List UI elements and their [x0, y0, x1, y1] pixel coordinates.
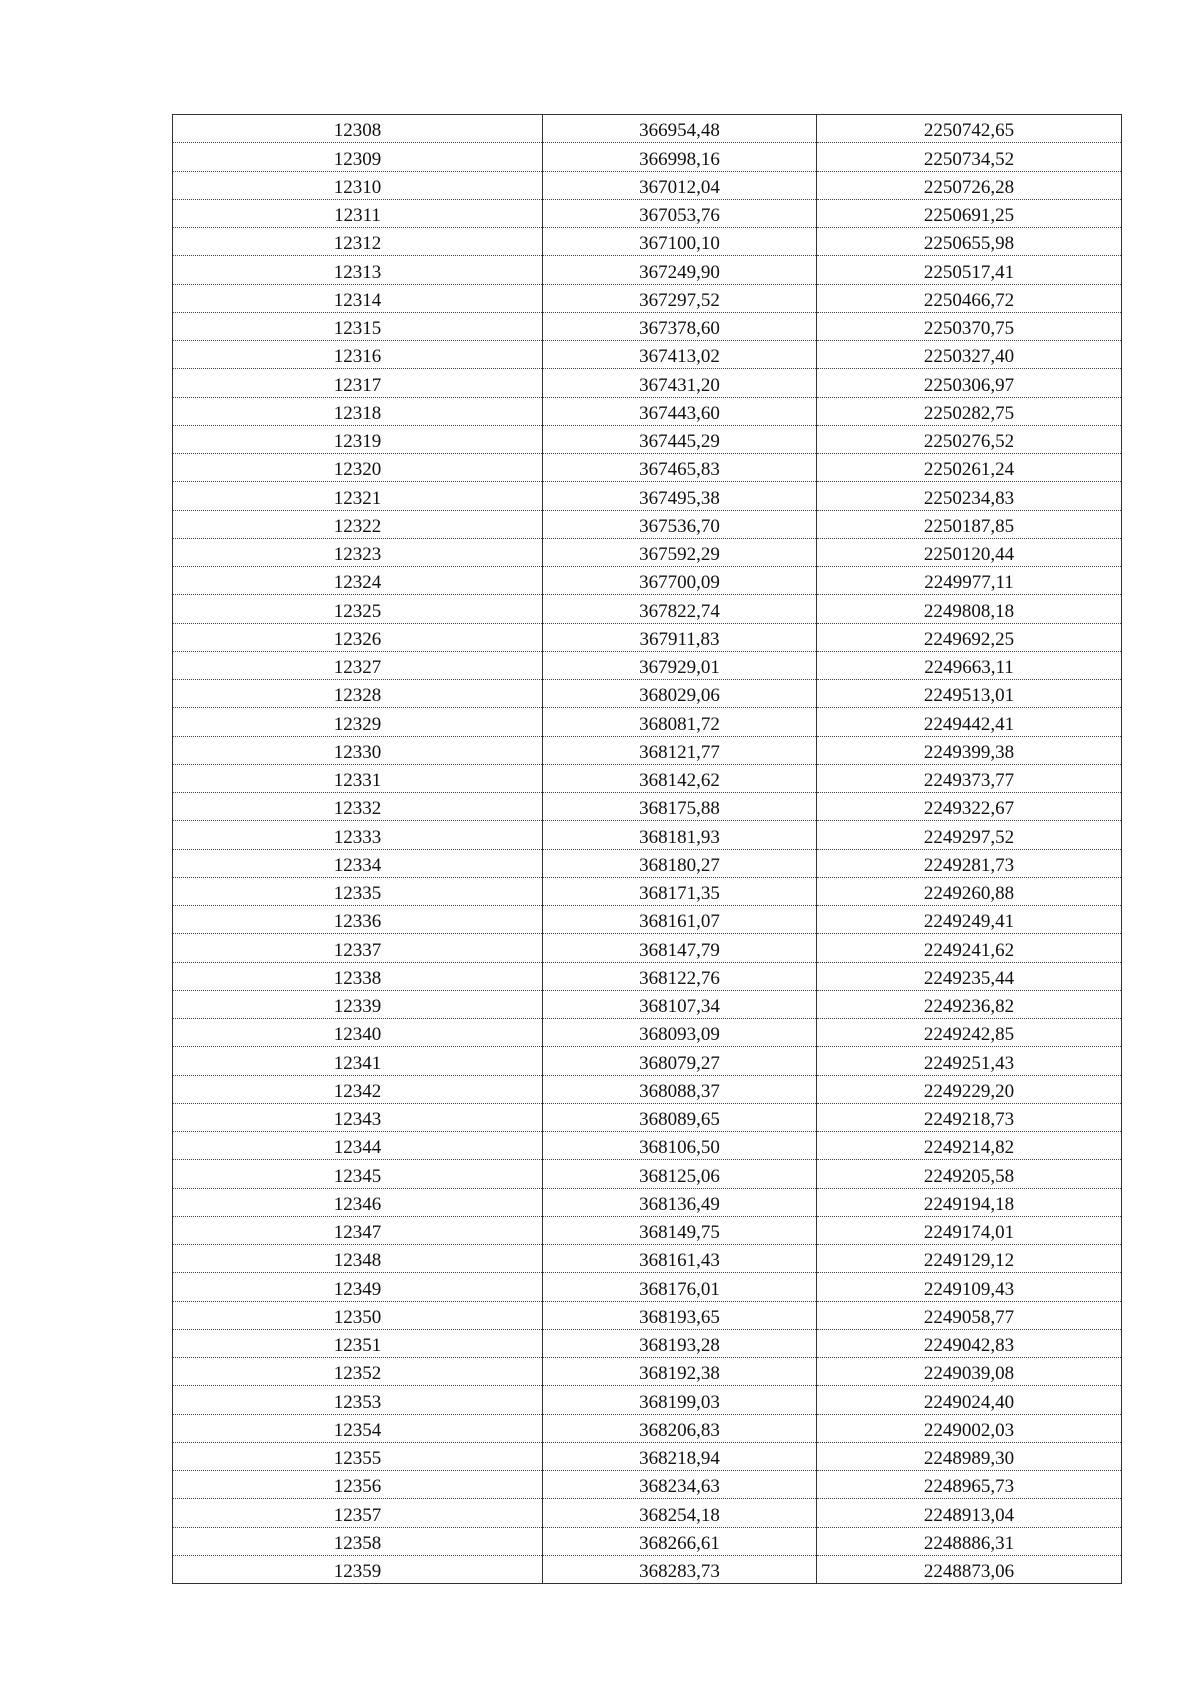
point-number-cell: 12336	[173, 906, 543, 934]
x-coordinate-cell: 367100,10	[543, 228, 817, 256]
point-number-cell: 12310	[173, 171, 543, 199]
point-number-cell: 12341	[173, 1047, 543, 1075]
point-number-cell: 12345	[173, 1160, 543, 1188]
point-number-cell: 12311	[173, 199, 543, 227]
point-number-cell: 12358	[173, 1527, 543, 1555]
point-number-cell: 12357	[173, 1499, 543, 1527]
point-number-cell: 12314	[173, 284, 543, 312]
y-coordinate-cell: 2249194,18	[817, 1188, 1122, 1216]
table-row	[173, 510, 1122, 538]
y-coordinate-cell: 2250234,83	[817, 482, 1122, 510]
x-coordinate-cell: 367536,70	[543, 510, 817, 538]
y-coordinate-cell: 2249373,77	[817, 764, 1122, 792]
y-coordinate-cell: 2249024,40	[817, 1386, 1122, 1414]
x-coordinate-cell: 368136,49	[543, 1188, 817, 1216]
y-coordinate-cell: 2250691,25	[817, 199, 1122, 227]
point-number-cell: 12333	[173, 821, 543, 849]
table-row	[173, 595, 1122, 623]
point-number-cell: 12340	[173, 1019, 543, 1047]
x-coordinate-cell: 368089,65	[543, 1103, 817, 1131]
x-coordinate-cell: 368206,83	[543, 1414, 817, 1442]
x-coordinate-cell: 368161,07	[543, 906, 817, 934]
y-coordinate-cell: 2248989,30	[817, 1442, 1122, 1470]
table-row	[173, 228, 1122, 256]
x-coordinate-cell: 367012,04	[543, 171, 817, 199]
x-coordinate-cell: 367378,60	[543, 312, 817, 340]
table-row	[173, 1555, 1122, 1583]
point-number-cell: 12338	[173, 962, 543, 990]
point-number-cell: 12327	[173, 651, 543, 679]
y-coordinate-cell: 2250655,98	[817, 228, 1122, 256]
x-coordinate-cell: 368193,65	[543, 1301, 817, 1329]
point-number-cell: 12349	[173, 1273, 543, 1301]
y-coordinate-cell: 2249174,01	[817, 1216, 1122, 1244]
x-coordinate-cell: 367465,83	[543, 454, 817, 482]
y-coordinate-cell: 2248873,06	[817, 1555, 1122, 1583]
point-number-cell: 12324	[173, 567, 543, 595]
point-number-cell: 12317	[173, 369, 543, 397]
x-coordinate-cell: 367431,20	[543, 369, 817, 397]
table-row	[173, 990, 1122, 1018]
point-number-cell: 12316	[173, 341, 543, 369]
table-row	[173, 1273, 1122, 1301]
y-coordinate-cell: 2249236,82	[817, 990, 1122, 1018]
point-number-cell: 12342	[173, 1075, 543, 1103]
x-coordinate-cell: 367249,90	[543, 256, 817, 284]
table-row	[173, 1386, 1122, 1414]
point-number-cell: 12322	[173, 510, 543, 538]
table-row	[173, 1329, 1122, 1357]
point-number-cell: 12326	[173, 623, 543, 651]
table-row	[173, 1047, 1122, 1075]
x-coordinate-cell: 368147,79	[543, 934, 817, 962]
x-coordinate-cell: 368234,63	[543, 1471, 817, 1499]
table-row	[173, 397, 1122, 425]
y-coordinate-cell: 2250327,40	[817, 341, 1122, 369]
table-row	[173, 115, 1122, 143]
x-coordinate-cell: 368122,76	[543, 962, 817, 990]
table-row	[173, 651, 1122, 679]
x-coordinate-cell: 368218,94	[543, 1442, 817, 1470]
table-row	[173, 341, 1122, 369]
table-row	[173, 1245, 1122, 1273]
point-number-cell: 12318	[173, 397, 543, 425]
table-row	[173, 171, 1122, 199]
x-coordinate-cell: 366998,16	[543, 143, 817, 171]
x-coordinate-cell: 368176,01	[543, 1273, 817, 1301]
point-number-cell: 12354	[173, 1414, 543, 1442]
table-row	[173, 199, 1122, 227]
point-number-cell: 12315	[173, 312, 543, 340]
point-number-cell: 12347	[173, 1216, 543, 1244]
y-coordinate-cell: 2249229,20	[817, 1075, 1122, 1103]
y-coordinate-cell: 2248965,73	[817, 1471, 1122, 1499]
x-coordinate-cell: 367822,74	[543, 595, 817, 623]
x-coordinate-cell: 368181,93	[543, 821, 817, 849]
table-row	[173, 312, 1122, 340]
y-coordinate-cell: 2249808,18	[817, 595, 1122, 623]
point-number-cell: 12320	[173, 454, 543, 482]
table-row	[173, 1103, 1122, 1131]
table-row	[173, 764, 1122, 792]
x-coordinate-cell: 367911,83	[543, 623, 817, 651]
y-coordinate-cell: 2250187,85	[817, 510, 1122, 538]
point-number-cell: 12334	[173, 849, 543, 877]
x-coordinate-cell: 367297,52	[543, 284, 817, 312]
table-row	[173, 369, 1122, 397]
table-row	[173, 821, 1122, 849]
table-row	[173, 1414, 1122, 1442]
point-number-cell: 12328	[173, 680, 543, 708]
point-number-cell: 12321	[173, 482, 543, 510]
y-coordinate-cell: 2250276,52	[817, 425, 1122, 453]
y-coordinate-cell: 2249322,67	[817, 793, 1122, 821]
x-coordinate-cell: 368266,61	[543, 1527, 817, 1555]
y-coordinate-cell: 2249039,08	[817, 1358, 1122, 1386]
y-coordinate-cell: 2250742,65	[817, 115, 1122, 143]
y-coordinate-cell: 2250726,28	[817, 171, 1122, 199]
x-coordinate-cell: 368192,38	[543, 1358, 817, 1386]
table-row	[173, 256, 1122, 284]
table-row	[173, 680, 1122, 708]
table-row	[173, 1188, 1122, 1216]
y-coordinate-cell: 2249241,62	[817, 934, 1122, 962]
table-row	[173, 454, 1122, 482]
point-number-cell: 12350	[173, 1301, 543, 1329]
x-coordinate-cell: 368106,50	[543, 1132, 817, 1160]
y-coordinate-cell: 2250282,75	[817, 397, 1122, 425]
table-row	[173, 1132, 1122, 1160]
table-row	[173, 1499, 1122, 1527]
table-row	[173, 906, 1122, 934]
point-number-cell: 12313	[173, 256, 543, 284]
y-coordinate-cell: 2249663,11	[817, 651, 1122, 679]
point-number-cell: 12319	[173, 425, 543, 453]
table-row	[173, 1301, 1122, 1329]
x-coordinate-cell: 368193,28	[543, 1329, 817, 1357]
table-row	[173, 708, 1122, 736]
x-coordinate-cell: 368079,27	[543, 1047, 817, 1075]
y-coordinate-cell: 2249297,52	[817, 821, 1122, 849]
y-coordinate-cell: 2250261,24	[817, 454, 1122, 482]
y-coordinate-cell: 2249002,03	[817, 1414, 1122, 1442]
table-row	[173, 877, 1122, 905]
x-coordinate-cell: 367592,29	[543, 538, 817, 566]
point-number-cell: 12331	[173, 764, 543, 792]
y-coordinate-cell: 2250466,72	[817, 284, 1122, 312]
point-number-cell: 12346	[173, 1188, 543, 1216]
table-row	[173, 736, 1122, 764]
table-row	[173, 623, 1122, 651]
y-coordinate-cell: 2249442,41	[817, 708, 1122, 736]
point-number-cell: 12329	[173, 708, 543, 736]
x-coordinate-cell: 367053,76	[543, 199, 817, 227]
point-number-cell: 12355	[173, 1442, 543, 1470]
table-row	[173, 962, 1122, 990]
table-row	[173, 1442, 1122, 1470]
table-row	[173, 1358, 1122, 1386]
x-coordinate-cell: 366954,48	[543, 115, 817, 143]
x-coordinate-cell: 368088,37	[543, 1075, 817, 1103]
x-coordinate-cell: 368175,88	[543, 793, 817, 821]
table-row	[173, 793, 1122, 821]
y-coordinate-cell: 2249214,82	[817, 1132, 1122, 1160]
point-number-cell: 12312	[173, 228, 543, 256]
table-row	[173, 1527, 1122, 1555]
table-row	[173, 567, 1122, 595]
x-coordinate-cell: 367929,01	[543, 651, 817, 679]
y-coordinate-cell: 2249513,01	[817, 680, 1122, 708]
table-row	[173, 1019, 1122, 1047]
y-coordinate-cell: 2249109,43	[817, 1273, 1122, 1301]
table-row	[173, 1160, 1122, 1188]
y-coordinate-cell: 2249218,73	[817, 1103, 1122, 1131]
x-coordinate-cell: 367700,09	[543, 567, 817, 595]
y-coordinate-cell: 2249205,58	[817, 1160, 1122, 1188]
x-coordinate-cell: 368142,62	[543, 764, 817, 792]
y-coordinate-cell: 2249977,11	[817, 567, 1122, 595]
y-coordinate-cell: 2249249,41	[817, 906, 1122, 934]
y-coordinate-cell: 2249281,73	[817, 849, 1122, 877]
point-number-cell: 12339	[173, 990, 543, 1018]
table-row	[173, 1216, 1122, 1244]
point-number-cell: 12353	[173, 1386, 543, 1414]
y-coordinate-cell: 2249399,38	[817, 736, 1122, 764]
x-coordinate-cell: 368107,34	[543, 990, 817, 1018]
point-number-cell: 12335	[173, 877, 543, 905]
y-coordinate-cell: 2249042,83	[817, 1329, 1122, 1357]
point-number-cell: 12356	[173, 1471, 543, 1499]
y-coordinate-cell: 2250370,75	[817, 312, 1122, 340]
x-coordinate-cell: 368254,18	[543, 1499, 817, 1527]
coordinates-table	[172, 114, 1122, 1584]
x-coordinate-cell: 368161,43	[543, 1245, 817, 1273]
x-coordinate-cell: 368149,75	[543, 1216, 817, 1244]
table-row	[173, 934, 1122, 962]
y-coordinate-cell: 2249251,43	[817, 1047, 1122, 1075]
y-coordinate-cell: 2249058,77	[817, 1301, 1122, 1329]
table-row	[173, 1075, 1122, 1103]
point-number-cell: 12308	[173, 115, 543, 143]
coordinates-table-body	[173, 115, 1122, 1584]
point-number-cell: 12332	[173, 793, 543, 821]
table-row	[173, 1471, 1122, 1499]
x-coordinate-cell: 367443,60	[543, 397, 817, 425]
x-coordinate-cell: 367445,29	[543, 425, 817, 453]
y-coordinate-cell: 2249242,85	[817, 1019, 1122, 1047]
x-coordinate-cell: 368121,77	[543, 736, 817, 764]
table-row	[173, 482, 1122, 510]
y-coordinate-cell: 2249235,44	[817, 962, 1122, 990]
table-row	[173, 284, 1122, 312]
table-row	[173, 538, 1122, 566]
y-coordinate-cell: 2250120,44	[817, 538, 1122, 566]
point-number-cell: 12352	[173, 1358, 543, 1386]
y-coordinate-cell: 2250517,41	[817, 256, 1122, 284]
point-number-cell: 12359	[173, 1555, 543, 1583]
point-number-cell: 12348	[173, 1245, 543, 1273]
point-number-cell: 12343	[173, 1103, 543, 1131]
point-number-cell: 12325	[173, 595, 543, 623]
y-coordinate-cell: 2250734,52	[817, 143, 1122, 171]
y-coordinate-cell: 2249129,12	[817, 1245, 1122, 1273]
x-coordinate-cell: 368283,73	[543, 1555, 817, 1583]
x-coordinate-cell: 368171,35	[543, 877, 817, 905]
x-coordinate-cell: 368093,09	[543, 1019, 817, 1047]
x-coordinate-cell: 368199,03	[543, 1386, 817, 1414]
x-coordinate-cell: 368125,06	[543, 1160, 817, 1188]
x-coordinate-cell: 367495,38	[543, 482, 817, 510]
x-coordinate-cell: 367413,02	[543, 341, 817, 369]
x-coordinate-cell: 368180,27	[543, 849, 817, 877]
y-coordinate-cell: 2250306,97	[817, 369, 1122, 397]
table-row	[173, 143, 1122, 171]
y-coordinate-cell: 2249260,88	[817, 877, 1122, 905]
point-number-cell: 12351	[173, 1329, 543, 1357]
table-row	[173, 425, 1122, 453]
x-coordinate-cell: 368029,06	[543, 680, 817, 708]
point-number-cell: 12323	[173, 538, 543, 566]
y-coordinate-cell: 2249692,25	[817, 623, 1122, 651]
point-number-cell: 12330	[173, 736, 543, 764]
point-number-cell: 12344	[173, 1132, 543, 1160]
table-row	[173, 849, 1122, 877]
point-number-cell: 12337	[173, 934, 543, 962]
x-coordinate-cell: 368081,72	[543, 708, 817, 736]
point-number-cell: 12309	[173, 143, 543, 171]
y-coordinate-cell: 2248913,04	[817, 1499, 1122, 1527]
y-coordinate-cell: 2248886,31	[817, 1527, 1122, 1555]
